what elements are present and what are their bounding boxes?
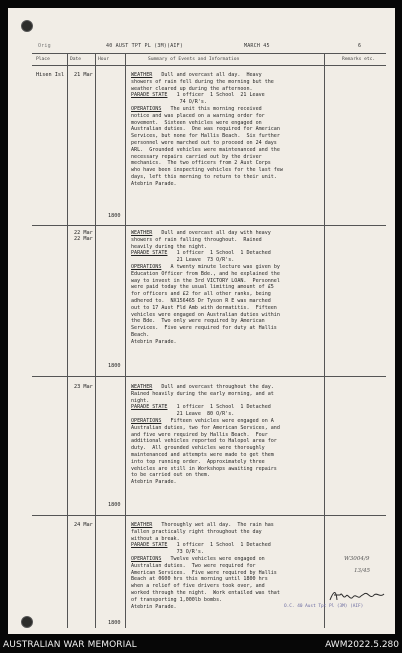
entry-line: Atebrin Parade.	[131, 338, 177, 345]
entry-line: WEATHER Thoroughly wet all day. The rain has	[131, 522, 274, 528]
column-divider	[67, 53, 68, 628]
entry-hour: 1800	[108, 502, 121, 508]
entry-line: 21 Leave 73 O/R's.	[131, 257, 235, 264]
entry-line: OPERATIONS The unit this morning received	[131, 106, 262, 112]
col-header-date: Date	[70, 57, 82, 62]
entry-line: vehicles are still in Workshops awaiting repairs	[131, 465, 277, 472]
entry-line: heavily during the night.	[131, 243, 207, 250]
header-sheet: 6	[358, 43, 362, 49]
entry-line: way to invest in the 3rd VICTORY LOAN. Personnel	[131, 277, 280, 284]
entry-line: out to 17 Aust Fld Amb with dermatitis. Fifteen	[131, 304, 277, 311]
entry-line: the Bde. Two only were required by American	[131, 318, 265, 325]
entry-line: duty. All grounded vehicles were thoroughly	[131, 445, 265, 452]
entry-divider	[32, 376, 386, 377]
war-diary-page	[8, 8, 395, 634]
entry-line: movement. Sixteen vehicles were engaged on	[131, 119, 262, 126]
unit-stamp: O.C. 40 Aust Tpt Pl (3M) (AIF)	[284, 604, 364, 609]
entry-line: showers of rain falling throughout. Rained	[131, 236, 262, 243]
header-month: MARCH 45	[244, 43, 270, 49]
entry-line: of transporting 1,000lb bombs.	[131, 596, 223, 603]
entry-date: 21 Mar	[74, 72, 93, 78]
entry-line: OPERATIONS Twelve vehicles were engaged on	[131, 556, 265, 562]
entry-divider	[32, 515, 386, 516]
entry-line: PARADE STATE 1 officer 1 School 21 Leave	[131, 92, 265, 99]
entry-line: into top running order. Approximately three	[131, 458, 265, 465]
entry-line: vehicles were engaged on Australian duties within	[131, 311, 280, 318]
entry-place: Hisen Isl	[36, 72, 65, 78]
entry-line: to be carried out on them.	[131, 472, 211, 479]
entry-line: OPERATIONS A twenty minute lecture was given by	[131, 264, 280, 270]
entry-hour: 1800	[108, 363, 121, 369]
entry-line: 74 O/R's.	[131, 99, 207, 106]
entry-line: Atebrin Parade.	[131, 479, 177, 486]
entry-line: PARADE STATE 1 officer 1 School 1 Detached	[131, 250, 271, 257]
entry-line: without a break.	[131, 535, 180, 542]
col-header-summary: Summary of Events and Information	[148, 57, 240, 62]
entry-line: fallen practically right throughout the day	[131, 528, 262, 535]
entry-line: showers of rain fell during the morning but the	[131, 78, 274, 85]
entry-line: personnel were marched out to proceed on 24 days	[131, 140, 277, 146]
pencil-reference-2: 13/45	[354, 568, 371, 574]
entry-divider	[32, 225, 386, 226]
footer-bar	[0, 639, 402, 653]
entry-line: 73 O/R's.	[131, 549, 204, 556]
punch-hole	[21, 616, 33, 628]
handwritten-signature	[328, 588, 386, 604]
entry-date: 22 Mar	[74, 230, 93, 236]
entry-line: PARADE STATE 1 officer 1 School 1 Detached	[131, 542, 271, 549]
entry-date: 22 Mar	[74, 236, 93, 242]
col-header-place: Place	[36, 57, 50, 62]
entry-line: additional vehicles reported to Halopol area for	[131, 438, 277, 445]
entry-line: WEATHER Dull and overcast throughout the day.	[131, 384, 274, 390]
pencil-reference: W3004/9	[344, 556, 370, 562]
entry-hour: 1800	[108, 213, 121, 219]
entry-line: Atebrin Parade.	[131, 180, 177, 187]
entry-line: Australian duties, two for American Services, and	[131, 424, 280, 431]
entry-line: American Services. Five were required by Hallis	[131, 569, 277, 576]
entry-line: night.	[131, 397, 150, 404]
header-rule-top	[32, 53, 386, 54]
column-divider	[324, 53, 325, 628]
entry-line: Services, but none for Hallis Beach. Six further	[131, 133, 280, 140]
footer-accession-number: AWM2022.5.280	[325, 640, 399, 650]
entry-line: and five were required by Hallis Beach. Four	[131, 431, 268, 438]
entry-line: days, left this morning to return to their unit.	[131, 174, 277, 180]
entry-line: worked through the night. Work entailed was that	[131, 590, 280, 596]
entry-line: WEATHER Dull and overcast all day. Heavy	[131, 72, 262, 78]
entry-line: ARL. Grounded vehicles were maintenanced and the	[131, 146, 280, 153]
header-left-stamp: Orig	[38, 43, 51, 49]
entry-line: 21 Leave 80 O/R's.	[131, 411, 235, 418]
header-rule-bottom	[32, 65, 386, 66]
entry-line: Education Officer from Bde., and he explained the	[131, 270, 280, 277]
entry-line: mechanics. The two officers from 2 Aust Corps	[131, 160, 271, 167]
entry-line: for officers and £2 for all other ranks, being	[131, 291, 271, 298]
entry-line: WEATHER Dull and overcast all day with heavy	[131, 230, 271, 236]
entry-line: PARADE STATE 1 officer 1 School 1 Detached	[131, 404, 271, 411]
entry-line: weather cleared up during the afternoon.	[131, 85, 253, 92]
entry-line: Australian duties. One was required for American	[131, 126, 280, 133]
col-header-remarks: Remarks etc.	[342, 57, 376, 62]
entry-line: Beach.	[131, 332, 150, 338]
entry-hour: 1800	[108, 620, 121, 626]
entry-line: Atebrin Parade.	[131, 603, 177, 610]
entry-line: notice and was placed on a warning order for	[131, 112, 265, 119]
entry-line: who have been inspecting vehicles for the last few	[131, 167, 283, 174]
entry-line: necessary repairs carried out by the driver	[131, 153, 262, 160]
header-unit: 40 AUST TPT PL (3M)(AIF)	[106, 43, 184, 49]
entry-date: 23 Mar	[74, 384, 93, 390]
entry-line: were paid today the usual limiting amount of £5	[131, 284, 274, 291]
entry-line: when a relief of five drivers took over, and	[131, 583, 265, 590]
punch-hole	[21, 20, 33, 32]
entry-line: OPERATIONS Fifteen vehicles were engaged on A	[131, 418, 274, 424]
footer-institution: AUSTRALIAN WAR MEMORIAL	[3, 640, 137, 650]
entry-line: Services. Five were required for duty at Hallis	[131, 325, 277, 332]
entry-line: Beach at 0600 hrs this morning until 1800 hrs	[131, 576, 268, 583]
entry-line: maintenanced and attempts were made to get them	[131, 452, 274, 458]
entry-date: 24 Mar	[74, 522, 93, 528]
entry-line: adhered to. NX156465 Dr Tyson R E was marched	[131, 298, 271, 304]
column-divider	[125, 53, 126, 628]
column-divider	[95, 53, 96, 628]
entry-line: Rained heavily during the early morning, and at	[131, 390, 274, 397]
col-header-hour: Hour	[98, 57, 110, 62]
entry-line: Australian duties. Two were required for	[131, 562, 256, 569]
